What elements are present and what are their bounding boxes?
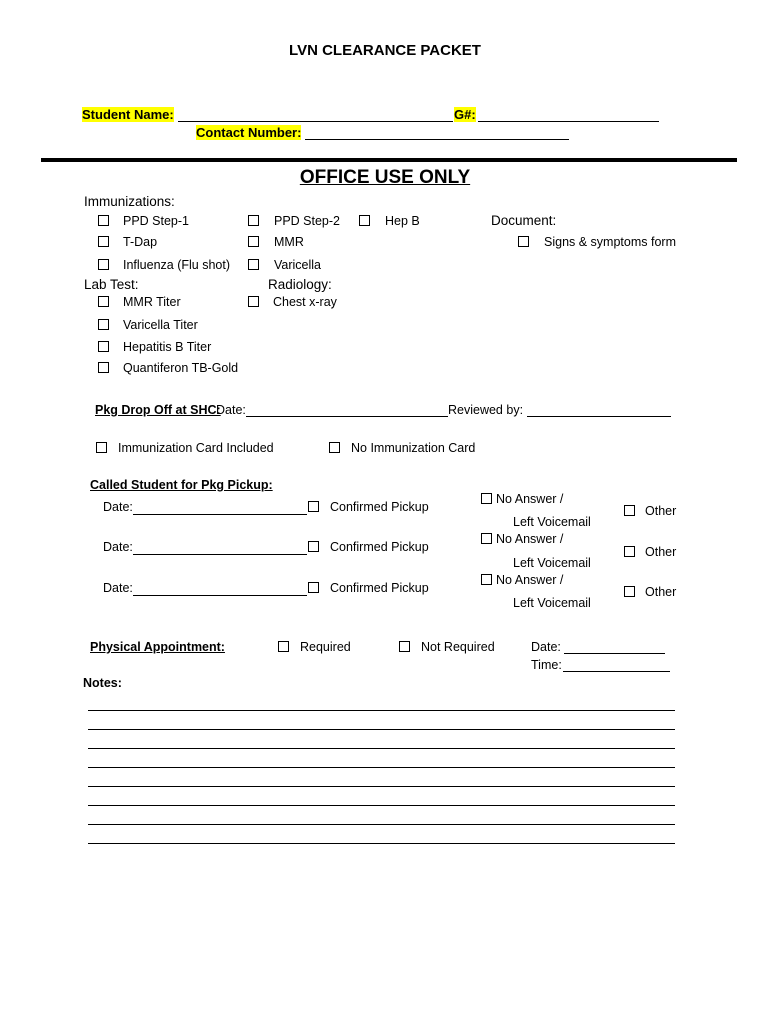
pickup-date-label: Date: (103, 581, 133, 595)
varicella-label: Varicella (274, 258, 322, 272)
other-checkbox[interactable] (624, 505, 635, 516)
pickup-date-field[interactable] (133, 514, 307, 515)
mmr-label: MMR (274, 235, 304, 249)
office-use-heading: OFFICE USE ONLY (299, 167, 471, 188)
pickup-date-field[interactable] (133, 554, 307, 555)
contact-number-label: Contact Number: (196, 125, 302, 140)
student-name-label: Student Name: (82, 107, 174, 122)
no-answer-label: No Answer / (496, 573, 564, 587)
immunizations-label: Immunizations: (84, 194, 175, 209)
no-immunization-card-label: No Immunization Card (351, 441, 476, 455)
notes-line[interactable] (88, 843, 675, 844)
physical-date-label: Date: (531, 640, 561, 654)
student-name-field[interactable] (178, 121, 453, 122)
influenza-checkbox[interactable] (98, 259, 109, 270)
physical-not-required-checkbox[interactable] (399, 641, 410, 652)
physical-required-checkbox[interactable] (278, 641, 289, 652)
hep-b-titer-checkbox[interactable] (98, 341, 109, 352)
quantiferon-checkbox[interactable] (98, 362, 109, 373)
other-label: Other (645, 504, 677, 518)
left-voicemail-label: Left Voicemail (513, 556, 591, 570)
signs-symptoms-label: Signs & symptoms form (544, 235, 676, 249)
g-number-field[interactable] (478, 121, 659, 122)
no-immunization-card-checkbox[interactable] (329, 442, 340, 453)
pkg-drop-off-label: Pkg Drop Off at SHC: (95, 403, 221, 417)
drop-off-date-label: Date: (216, 403, 246, 417)
radiology-label: Radiology: (268, 277, 332, 292)
quantiferon-label: Quantiferon TB-Gold (123, 361, 239, 375)
g-number-label: G#: (454, 107, 476, 122)
left-voicemail-label: Left Voicemail (513, 515, 591, 529)
no-answer-label: No Answer / (496, 532, 564, 546)
hep-b-titer-label: Hepatitis B Titer (123, 340, 212, 354)
varicella-checkbox[interactable] (248, 259, 259, 270)
varicella-titer-checkbox[interactable] (98, 319, 109, 330)
page-title: LVN CLEARANCE PACKET (289, 42, 481, 59)
no-answer-checkbox[interactable] (481, 574, 492, 585)
called-student-label: Called Student for Pkg Pickup: (90, 478, 273, 492)
notes-line[interactable] (88, 767, 675, 768)
no-answer-checkbox[interactable] (481, 533, 492, 544)
notes-line[interactable] (88, 748, 675, 749)
notes-line[interactable] (88, 805, 675, 806)
other-checkbox[interactable] (624, 546, 635, 557)
mmr-titer-label: MMR Titer (123, 295, 181, 309)
confirmed-pickup-label: Confirmed Pickup (330, 500, 429, 514)
confirmed-pickup-label: Confirmed Pickup (330, 540, 429, 554)
notes-line[interactable] (88, 786, 675, 787)
hep-b-label: Hep B (385, 214, 420, 228)
confirmed-pickup-checkbox[interactable] (308, 541, 319, 552)
physical-date-field[interactable] (564, 653, 665, 654)
physical-time-label: Time: (531, 658, 562, 672)
ppd-step1-label: PPD Step-1 (123, 214, 190, 228)
other-checkbox[interactable] (624, 586, 635, 597)
varicella-titer-label: Varicella Titer (123, 318, 198, 332)
influenza-label: Influenza (Flu shot) (123, 258, 230, 272)
signs-symptoms-checkbox[interactable] (518, 236, 529, 247)
drop-off-date-field[interactable] (246, 416, 448, 417)
reviewed-by-field[interactable] (527, 416, 671, 417)
physical-required-label: Required (300, 640, 351, 654)
mmr-checkbox[interactable] (248, 236, 259, 247)
confirmed-pickup-checkbox[interactable] (308, 501, 319, 512)
pickup-date-label: Date: (103, 540, 133, 554)
immunization-card-included-checkbox[interactable] (96, 442, 107, 453)
ppd-step1-checkbox[interactable] (98, 215, 109, 226)
physical-appointment-label: Physical Appointment: (90, 640, 225, 654)
ppd-step2-label: PPD Step-2 (274, 214, 341, 228)
confirmed-pickup-label: Confirmed Pickup (330, 581, 429, 595)
lab-test-label: Lab Test: (84, 277, 139, 292)
tdap-label: T-Dap (123, 235, 158, 249)
hep-b-checkbox[interactable] (359, 215, 370, 226)
mmr-titer-checkbox[interactable] (98, 296, 109, 307)
physical-not-required-label: Not Required (421, 640, 495, 654)
confirmed-pickup-checkbox[interactable] (308, 582, 319, 593)
other-label: Other (645, 545, 677, 559)
chest-xray-checkbox[interactable] (248, 296, 259, 307)
notes-line[interactable] (88, 710, 675, 711)
physical-time-field[interactable] (563, 671, 670, 672)
notes-line[interactable] (88, 729, 675, 730)
pickup-date-field[interactable] (133, 595, 307, 596)
no-answer-label: No Answer / (496, 492, 564, 506)
pickup-date-label: Date: (103, 500, 133, 514)
no-answer-checkbox[interactable] (481, 493, 492, 504)
chest-xray-label: Chest x-ray (273, 295, 337, 309)
other-label: Other (645, 585, 677, 599)
notes-label: Notes: (83, 676, 122, 690)
left-voicemail-label: Left Voicemail (513, 596, 591, 610)
ppd-step2-checkbox[interactable] (248, 215, 259, 226)
contact-number-field[interactable] (305, 139, 569, 140)
notes-line[interactable] (88, 824, 675, 825)
tdap-checkbox[interactable] (98, 236, 109, 247)
document-label: Document: (491, 213, 557, 228)
immunization-card-included-label: Immunization Card Included (118, 441, 274, 455)
section-divider (41, 158, 737, 162)
reviewed-by-label: Reviewed by: (448, 403, 524, 417)
